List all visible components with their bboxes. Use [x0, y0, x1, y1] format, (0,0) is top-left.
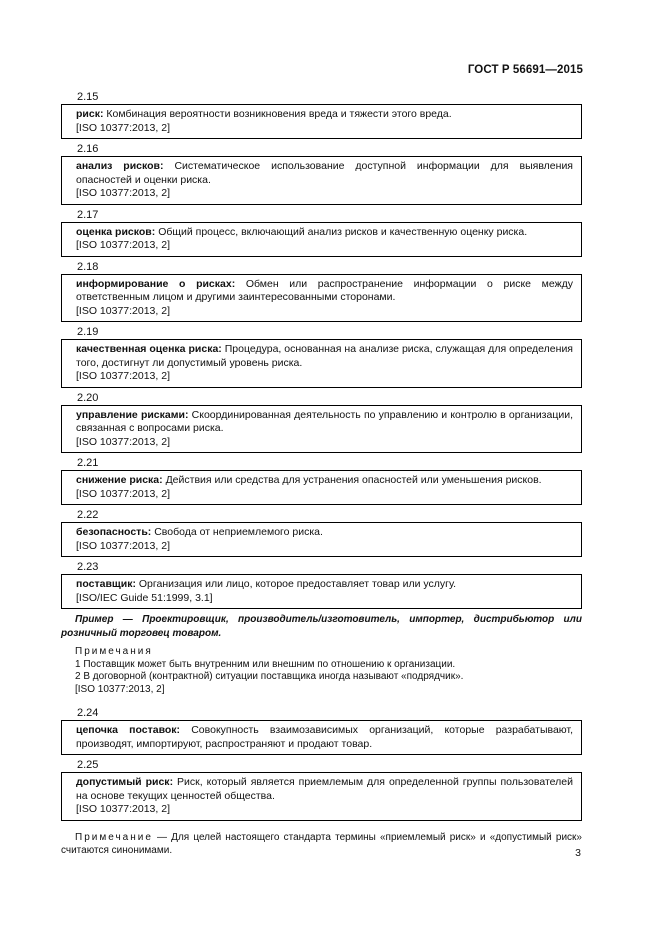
term-entry: [61, 405, 582, 454]
term-entry: [61, 574, 582, 609]
term-number: 2.18: [77, 260, 99, 273]
term-source: [ISO 10377:2013, 2]: [76, 435, 170, 448]
term-name: управление рисками:: [76, 408, 189, 421]
term-definition: Риск, который является приемлемым для определенной группы пользователей на основе текущих ценностей общества.: [76, 776, 573, 802]
term-name: информирование о рисках:: [76, 277, 236, 290]
term-definition: Комбинация вероятности возникновения вреда и тяжести этого вреда.: [106, 108, 452, 120]
term-definition: Действия или средства для устранения опасностей или уменьшения рисков.: [165, 474, 542, 486]
term-name: цепочка поставок:: [76, 724, 181, 736]
term-source: [ISO/IEC Guide 51:1999, 3.1]: [76, 591, 213, 604]
term-name: риск:: [76, 108, 104, 120]
term-number: 2.24: [77, 707, 99, 719]
term-entry: [61, 222, 582, 257]
term-definition: Общий процесс, включающий анализ рисков и качественную оценку риска.: [158, 225, 528, 238]
term-number: 2.23: [77, 561, 99, 573]
terms-list: [61, 706, 582, 821]
term-source: [ISO 10377:2013, 2]: [76, 121, 170, 134]
term-definition: Процедура, основанная на анализе риска, служащая для определения того, достигнут ли допустимый уровень риска.: [76, 343, 573, 369]
term-source: [ISO 10377:2013, 2]: [76, 539, 170, 552]
term-name: допустимый риск:: [76, 776, 174, 788]
terms-list: [61, 90, 582, 609]
term-definition: Организация или лицо, которое предоставляет товар или услугу.: [138, 578, 457, 590]
term-number: 2.20: [77, 391, 99, 404]
term-number: 2.25: [77, 759, 99, 771]
term-entry: [61, 156, 582, 205]
term-entry: [61, 522, 582, 557]
term-entry: [61, 772, 582, 821]
notes-title: Примечания: [75, 646, 153, 657]
term-entry: [61, 720, 582, 755]
term-number: 2.15: [77, 91, 99, 103]
term-number: 2.17: [77, 208, 99, 221]
term-entry: [61, 339, 582, 388]
notes-block: [61, 646, 582, 696]
term-source: [ISO 10377:2013, 2]: [76, 487, 170, 500]
final-note-label: Примечание: [75, 831, 153, 843]
term-definition: Скоординированная деятельность по управлению и контролю в организации, связанная с вопросами риска.: [76, 408, 573, 434]
page-content: [61, 90, 582, 857]
term-name: поставщик:: [76, 578, 136, 590]
term-number: 2.21: [77, 457, 99, 469]
term-source: [ISO 10377:2013, 2]: [76, 803, 170, 815]
term-name: снижение риска:: [76, 474, 163, 486]
document-id: ГОСТ Р 56691—2015: [467, 64, 583, 76]
term-source: [ISO 10377:2013, 2]: [76, 239, 170, 251]
term-definition: Систематическое использование доступной информации для выявления опасностей и оценки риска.: [76, 160, 573, 186]
term-definition: Совокупность взаимозависимых организаций, которые разрабатывают, производят, импортируют, распространяют и продают товар.: [76, 724, 573, 750]
term-source: [ISO 10377:2013, 2]: [76, 370, 170, 382]
term-number: 2.19: [77, 326, 99, 338]
term-name: анализ рисков:: [76, 160, 164, 172]
term-source: [ISO 10377:2013, 2]: [76, 304, 170, 317]
note-line: 2 В договорной (контрактной) ситуации поставщика иногда называют «подрядчик».: [75, 671, 464, 682]
term-entry: [61, 470, 582, 505]
final-note-text: — Для целей настоящего стандарта термины «приемлемый риск» и «допустимый риск» считаются синонимами.: [61, 831, 582, 856]
term-number: 2.22: [77, 509, 99, 521]
term-definition: Обмен или распространение информации о риске между ответственным лицом и другими заинтересованными сторонами.: [76, 277, 573, 303]
term-name: качественная оценка риска:: [76, 343, 222, 355]
term-number: 2.16: [77, 143, 99, 155]
term-name: оценка рисков:: [76, 225, 156, 238]
page-number: 3: [575, 847, 581, 859]
term-definition: Свобода от неприемлемого риска.: [154, 526, 323, 538]
term-entry: [61, 104, 582, 139]
note-line: 1 Поставщик может быть внутренним или внешним по отношению к организации.: [75, 658, 456, 670]
term-entry: [61, 274, 582, 323]
term-source: [ISO 10377:2013, 2]: [76, 187, 170, 199]
example-text: Пример — Проектировщик, производитель/изготовитель, импортер, дистрибьютор или розничный торговец товаром.: [61, 614, 582, 639]
note-source: [ISO 10377:2013, 2]: [75, 683, 165, 695]
final-note: [61, 831, 582, 857]
term-name: безопасность:: [76, 526, 152, 538]
